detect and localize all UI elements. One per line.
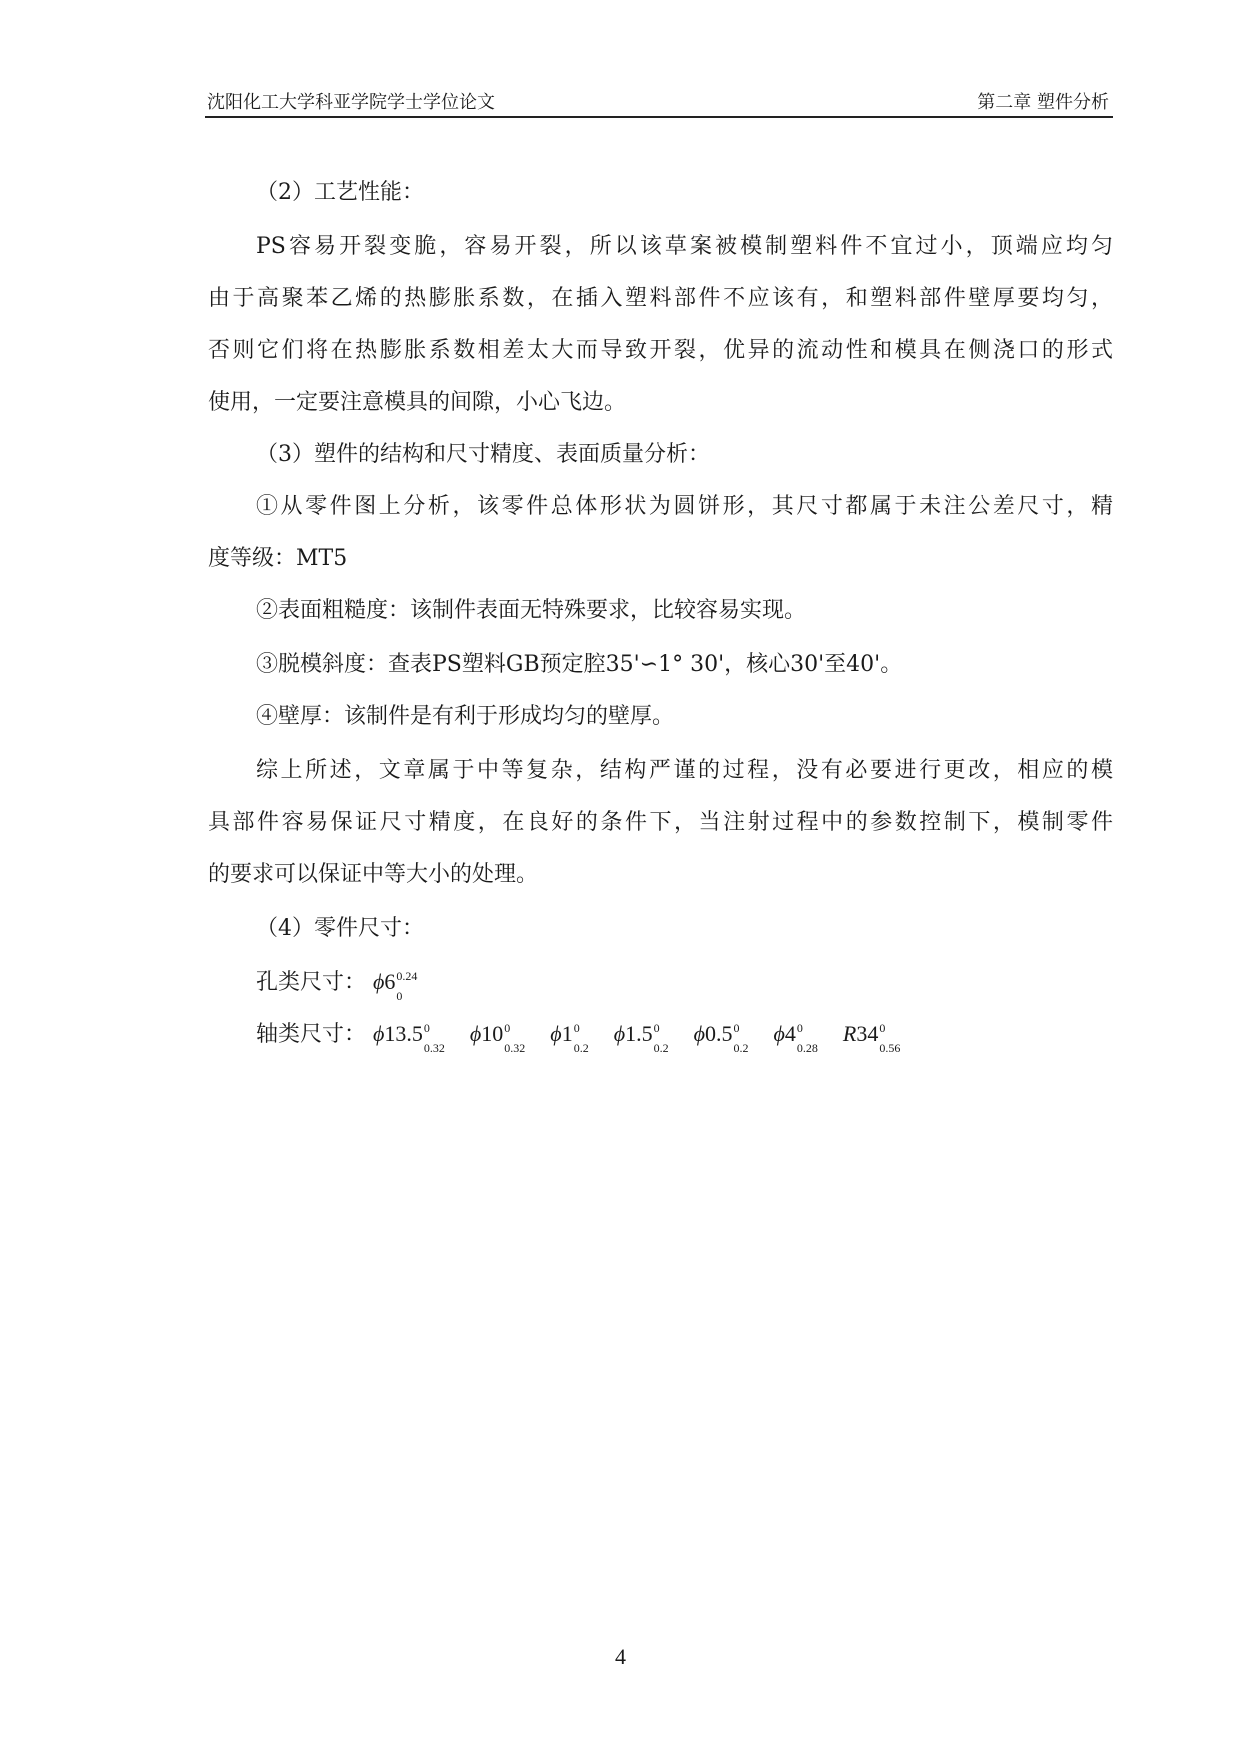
shaft-dimension: ϕ4 0 0.28 <box>773 1020 818 1055</box>
hole-dimensions-label: 孔类尺寸： <box>256 970 367 995</box>
section-heading-structure: （3）塑件的结构和尺寸精度、表面质量分析： <box>256 442 710 467</box>
shaft-dimensions-label: 轴类尺寸： <box>256 1022 367 1047</box>
page-header <box>205 86 1113 118</box>
shaft-dimension: R34 0 0.56 <box>842 1020 901 1055</box>
paragraph-line: PS容易开裂变脆，容易开裂，所以该草案被模制塑料件不宜过小，顶端应均匀 <box>256 234 1113 259</box>
header-chapter-title: 第二章 塑件分析 <box>977 92 1109 113</box>
paragraph-line: 的要求可以保证中等大小的处理。 <box>208 862 539 887</box>
shaft-dimension: ϕ1.5 0 0.2 <box>613 1020 669 1055</box>
paragraph-line: 使用，一定要注意模具的间隙，小心飞边。 <box>208 390 627 415</box>
page-number: 4 <box>615 1644 626 1669</box>
paragraph-line: 度等级：MT5 <box>208 546 348 571</box>
section-heading-dimensions: （4）零件尺寸： <box>256 916 424 941</box>
paragraph-line: 由于高聚苯乙烯的热膨胀系数，在插入塑料部件不应该有，和塑料部件壁厚要均匀， <box>208 286 1113 311</box>
paragraph-line: 具部件容易保证尺寸精度，在良好的条件下，当注射过程中的参数控制下，模制零件 <box>208 810 1113 835</box>
paragraph-line: ③脱模斜度：查表PS塑料GB预定腔35'∽1° 30'，核心30'至40'。 <box>256 652 903 677</box>
paragraph-line: 否则它们将在热膨胀系数相差太大而导致开裂，优异的流动性和模具在侧浇口的形式 <box>208 338 1113 363</box>
paragraph-line: 综上所述，文章属于中等复杂，结构严谨的过程，没有必要进行更改，相应的模 <box>256 758 1113 783</box>
shaft-dimension: ϕ0.5 0 0.2 <box>693 1020 749 1055</box>
section-heading-process: （2）工艺性能： <box>256 180 424 205</box>
shaft-dimension: ϕ1 0 0.2 <box>550 1020 589 1055</box>
paragraph-line: ④壁厚：该制件是有利于形成均匀的壁厚。 <box>256 704 675 729</box>
shaft-dimensions <box>256 1017 918 1055</box>
hole-dimensions <box>256 965 435 1003</box>
header-university-title: 沈阳化工大学科亚学院学士学位论文 <box>207 92 495 113</box>
shaft-dimension: ϕ10 0 0.32 <box>469 1020 526 1055</box>
paragraph-line: ①从零件图上分析，该零件总体形状为圆饼形，其尺寸都属于未注公差尺寸，精 <box>256 494 1113 519</box>
paragraph-line: ②表面粗糙度：该制件表面无特殊要求，比较容易实现。 <box>256 598 807 623</box>
hole-dimension: ϕ6 0.24 0 <box>373 968 418 1003</box>
shaft-dimension: ϕ13.5 0 0.32 <box>373 1020 445 1055</box>
